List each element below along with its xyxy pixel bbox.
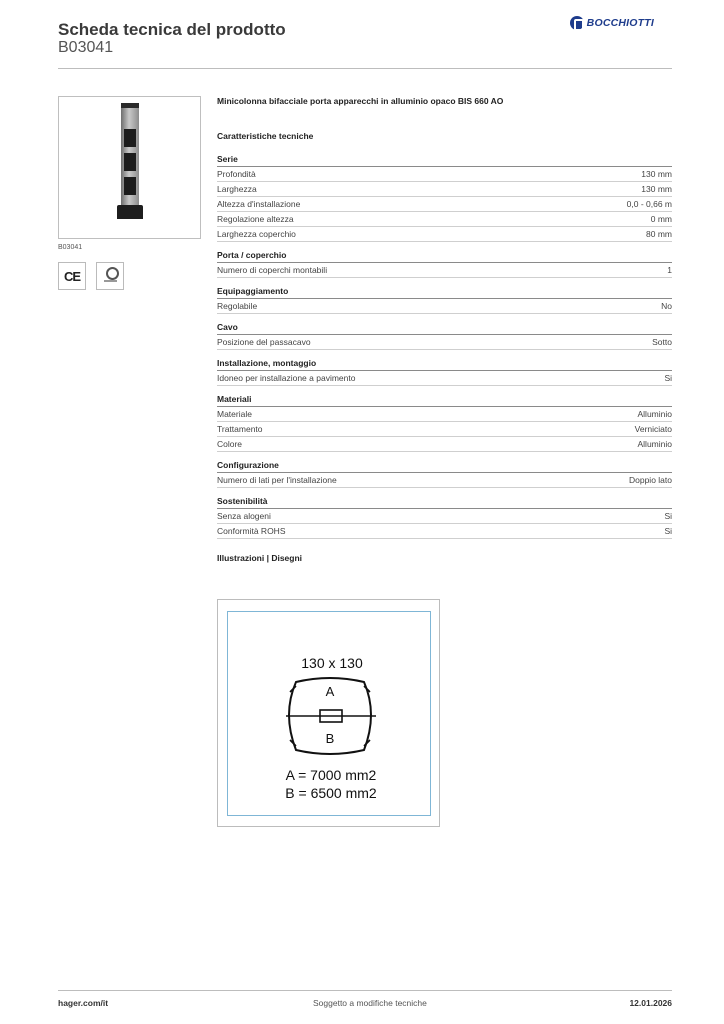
spec-value: Sotto bbox=[652, 337, 672, 347]
spec-group-title: Configurazione bbox=[217, 460, 672, 473]
spec-value: Alluminio bbox=[637, 439, 672, 449]
specs-heading: Caratteristiche tecniche bbox=[217, 131, 314, 141]
spec-label: Profondità bbox=[217, 169, 256, 179]
footer-divider bbox=[58, 990, 672, 991]
photo-caption: B03041 bbox=[58, 244, 83, 251]
drawings-heading: Illustrazioni | Disegni bbox=[217, 553, 303, 563]
spec-label: Altezza d'installazione bbox=[217, 199, 301, 209]
spec-row bbox=[217, 509, 672, 524]
spec-group-title: Serie bbox=[217, 154, 672, 167]
spec-group bbox=[217, 286, 672, 314]
spec-row bbox=[217, 422, 672, 437]
cross-section-drawing bbox=[217, 599, 440, 827]
spec-label: Larghezza coperchio bbox=[217, 229, 296, 239]
ce-mark-icon: CE bbox=[58, 262, 86, 290]
spec-label: Trattamento bbox=[217, 424, 263, 434]
spec-group-title: Porta / coperchio bbox=[217, 250, 672, 263]
section-b-label: B bbox=[325, 731, 335, 746]
footer-note: Soggetto a modifiche tecniche bbox=[313, 998, 427, 1008]
spec-row bbox=[217, 371, 672, 386]
spec-row bbox=[217, 335, 672, 350]
spec-group bbox=[217, 394, 672, 452]
area-b-label: B = 6500 mm2 bbox=[285, 785, 377, 801]
spec-group-title: Materiali bbox=[217, 394, 672, 407]
spec-groups bbox=[217, 154, 672, 539]
spec-group-title: Installazione, montaggio bbox=[217, 358, 672, 371]
spec-value: Alluminio bbox=[637, 409, 672, 419]
spec-value: Si bbox=[664, 511, 672, 521]
spec-value: 80 mm bbox=[646, 229, 672, 239]
footer-date: 12.01.2026 bbox=[629, 998, 672, 1008]
product-description: Minicolonna bifacciale porta apparecchi in alluminio opaco BIS 660 AO bbox=[217, 96, 504, 106]
spec-row bbox=[217, 167, 672, 182]
spec-value: 1 bbox=[667, 265, 672, 275]
spec-group bbox=[217, 460, 672, 488]
spec-group bbox=[217, 358, 672, 386]
spec-row bbox=[217, 299, 672, 314]
spec-value: No bbox=[661, 301, 672, 311]
spec-label: Regolabile bbox=[217, 301, 258, 311]
spec-label: Numero di coperchi montabili bbox=[217, 265, 328, 275]
spec-value: Doppio lato bbox=[628, 475, 672, 485]
spec-row bbox=[217, 197, 672, 212]
spec-label: Idoneo per installazione a pavimento bbox=[217, 373, 356, 383]
spec-row bbox=[217, 407, 672, 422]
area-a-label: A = 7000 mm2 bbox=[285, 767, 377, 783]
spec-row bbox=[217, 182, 672, 197]
brand-logo bbox=[570, 16, 654, 30]
spec-value: Verniciato bbox=[634, 424, 672, 434]
product-code: B03041 bbox=[58, 39, 114, 56]
spec-label: Numero di lati per l'installazione bbox=[217, 475, 337, 485]
spec-row bbox=[217, 437, 672, 452]
spec-value: 0 mm bbox=[650, 214, 672, 224]
spec-group bbox=[217, 496, 672, 539]
spec-label: Colore bbox=[217, 439, 243, 449]
spec-group bbox=[217, 250, 672, 278]
spec-label: Materiale bbox=[217, 409, 252, 419]
halogen-free-icon bbox=[96, 262, 124, 290]
spec-group bbox=[217, 322, 672, 350]
dimension-label: 130 x 130 bbox=[301, 655, 363, 671]
spec-label: Conformità ROHS bbox=[217, 526, 286, 536]
spec-row bbox=[217, 473, 672, 488]
header-divider bbox=[58, 68, 672, 69]
spec-row bbox=[217, 524, 672, 539]
spec-label: Senza alogeni bbox=[217, 511, 271, 521]
page-title: Scheda tecnica del prodotto bbox=[58, 20, 286, 39]
cross-section-svg bbox=[228, 612, 432, 817]
spec-label: Larghezza bbox=[217, 184, 257, 194]
minicolumn-icon bbox=[121, 103, 139, 219]
spec-group bbox=[217, 154, 672, 242]
product-photo bbox=[58, 96, 201, 239]
spec-group-title: Sostenibilità bbox=[217, 496, 672, 509]
spec-row bbox=[217, 263, 672, 278]
spec-value: Si bbox=[664, 526, 672, 536]
brand-name: BOCCHIOTTI bbox=[586, 17, 654, 29]
spec-group-title: Equipaggiamento bbox=[217, 286, 672, 299]
drawing-canvas bbox=[227, 611, 431, 816]
spec-content bbox=[217, 96, 672, 563]
spec-label: Posizione del passacavo bbox=[217, 337, 311, 347]
spec-value: 130 mm bbox=[641, 184, 672, 194]
spec-value: 0,0 - 0,66 m bbox=[626, 199, 672, 209]
brand-logo-icon bbox=[570, 16, 584, 30]
spec-value: Si bbox=[664, 373, 672, 383]
spec-value: 130 mm bbox=[641, 169, 672, 179]
spec-row bbox=[217, 227, 672, 242]
spec-group-title: Cavo bbox=[217, 322, 672, 335]
footer-website[interactable]: hager.com/it bbox=[58, 998, 109, 1008]
spec-row bbox=[217, 212, 672, 227]
section-a-label: A bbox=[325, 684, 335, 699]
spec-label: Regolazione altezza bbox=[217, 214, 294, 224]
